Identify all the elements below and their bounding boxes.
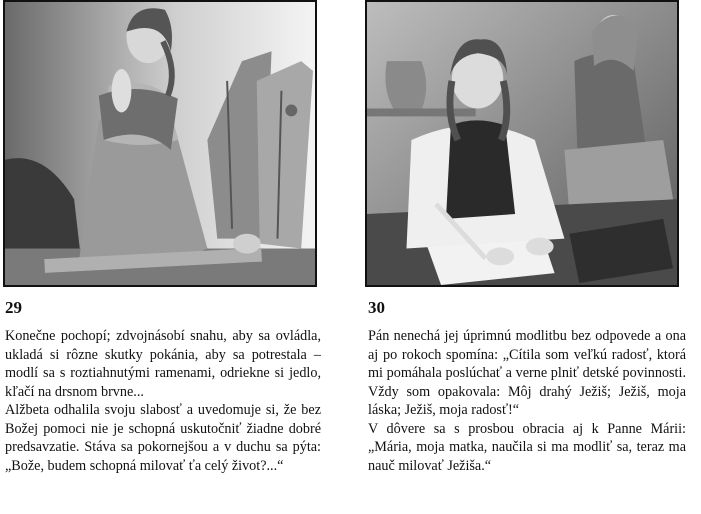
illustration-writing-girl (365, 0, 679, 287)
panel-number: 30 (368, 298, 385, 317)
paragraph: Alžbeta odhalila svoju slabosť a uvedomuje si, že bez Božej pomoci nie je schopná uskutočniť žiadne dobré predsavzatie. Stáva sa pokornejšou a v duchu sa pýta: „Bože, budem schopná milovať ťa celý život?...“ (5, 402, 321, 474)
paragraph: V dôvere sa s prosbou obracia aj k Panne Márii: „Mária, moja matka, naučila si ma modliť sa, teraz ma nauč milovať Ježiša.“ (368, 420, 686, 474)
panel-number: 29 (5, 298, 22, 317)
paragraph: Pán nenechá jej úprimnú modlitbu bez odpovede a ona aj po rokoch spomína: „Cítila som veľkú radosť, ktorá mi pomáhala poslúchať a verne plniť detské povinnosti. Vždy som opakovala: Môj drahý Ježiš; Ježiš, moja láska; Ježiš, moja radosť!“ (368, 328, 686, 418)
panel-text (368, 327, 686, 475)
illustration-praying-girl (3, 0, 317, 287)
paragraph: Konečne pochopí; zdvojnásobí snahu, aby sa ovládla, ukladá si rôzne skutky pokánia, aby sa potrestala – modlí sa s roztiahnutými ramenami, odriekne si jedlo, kľačí na drsnom brvne... (5, 328, 321, 400)
panel-30 (365, 0, 695, 474)
panel-29 (3, 0, 333, 474)
panel-text (5, 327, 321, 475)
